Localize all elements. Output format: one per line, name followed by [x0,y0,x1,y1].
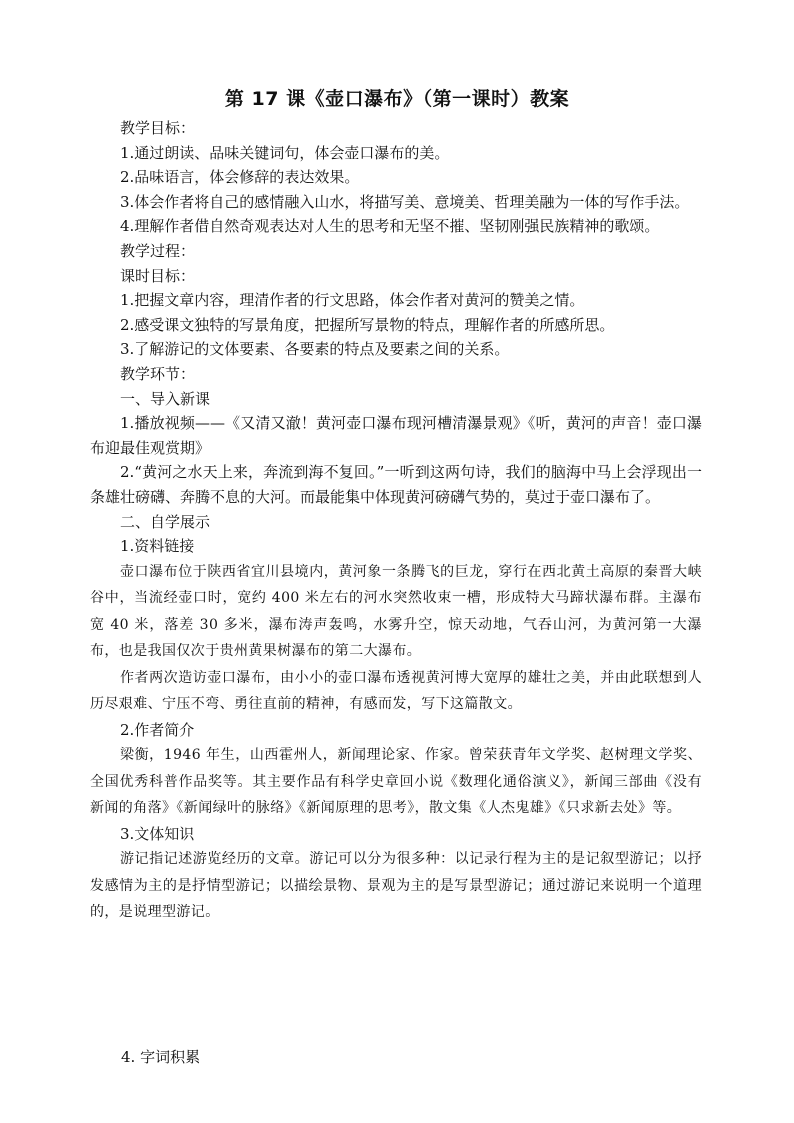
section-heading-self-study: 二、自学展示 [120,512,211,531]
subheading-materials: 1.资料链接 [120,537,195,556]
heading-teaching-goals: 教学目标： [120,119,196,137]
document-title: 第 17 课《壶口瀑布》（第一课时）教案 [224,88,570,110]
goal-item-3: 3.体会作者将自己的感情融入山水，将描写美、意境美、哲理美融为一体的写作手法。 [120,192,690,211]
goal-item-2: 2.品味语言，体会修辞的表达效果。 [120,168,360,187]
lesson-goal-2: 2.感受课文独特的写景角度，把握所写景物的特点，理解作者的所感所思。 [120,315,615,334]
author-paragraph: 梁衡，1946 年生，山西霍州人，新闻理论家、作家。曾荣获青年文学奖、赵树理文学奖、全国优秀科普作品奖等。其主要作品有科学史章回小说《数理化通俗演义》，新闻三部曲《没有新闻的角落》《新闻绿叶的脉络》《新闻原理的思考》，散文集《人杰鬼雄》《只求新去处》等。 [90,747,702,817]
heading-teaching-process: 教学过程： [120,241,196,260]
goal-item-1: 1.通过朗读、品味关键词句，体会壶口瀑布的美。 [120,143,450,162]
goal-item-4: 4.理解作者借自然奇观表达对人生的思考和无坚不摧、坚韧刚强民族精神的歌颂。 [120,217,660,236]
intro-step-2: 2.“黄河之水天上来，奔流到海不复回。”一听到这两句诗，我们的脑海中马上会浮现出一条雄壮磅礴、奔腾不息的大河。而最能集中体现黄河磅礴气势的，莫过于壶口瀑布了。 [90,463,702,506]
genre-paragraph: 游记指记述游览经历的文章。游记可以分为很多种：以记录行程为主的是记叙型游记；以抒发感情为主的是抒情型游记；以描绘景物、景观为主的是写景型游记；通过游记来说明一个道理的，是说理型游记。 [90,851,702,921]
section-heading-intro: 一、导入新课 [120,389,211,408]
lesson-goal-1: 1.把握文章内容，理清作者的行文思路，体会作者对黄河的赞美之情。 [120,291,585,310]
materials-paragraph-1: 壶口瀑布位于陕西省宜川县境内，黄河象一条腾飞的巨龙，穿行在西北黄土高原的秦晋大峡谷中，当流经壶口时，宽约 400 米左右的河水突然收束一槽，形成特大马蹄状瀑布群。主瀑布宽 40 米，落差 30 多米，瀑布涛声轰鸣，水雾升空，惊天动地，气吞山河，为黄河第一大瀑布，也是我国仅次于贵州黄果树瀑布的第二大瀑布。 [90,563,702,660]
subheading-genre: 3.文体知识 [120,824,195,843]
materials-paragraph-2: 作者两次造访壶口瀑布，由小小的壶口瀑布透视黄河博大宽厚的雄壮之美，并由此联想到人历尽艰难、宁压不弯、勇往直前的精神，有感而发，写下这篇散文。 [90,669,702,713]
document-body [90,116,702,926]
intro-step-1: 1.播放视频——《又清又澈！黄河壶口瀑布现河槽清瀑景观》《听，黄河的声音！壶口瀑布迎最佳观赏期》 [90,414,702,457]
subheading-author: 2.作者简介 [120,720,195,739]
heading-teaching-steps: 教学环节： [120,364,196,383]
heading-lesson-goals: 课时目标： [120,266,196,285]
lesson-goal-3: 3.了解游记的文体要素、各要素的特点及要素之间的关系。 [120,340,510,359]
subheading-vocabulary: 4. 字词积累 [121,1048,201,1066]
